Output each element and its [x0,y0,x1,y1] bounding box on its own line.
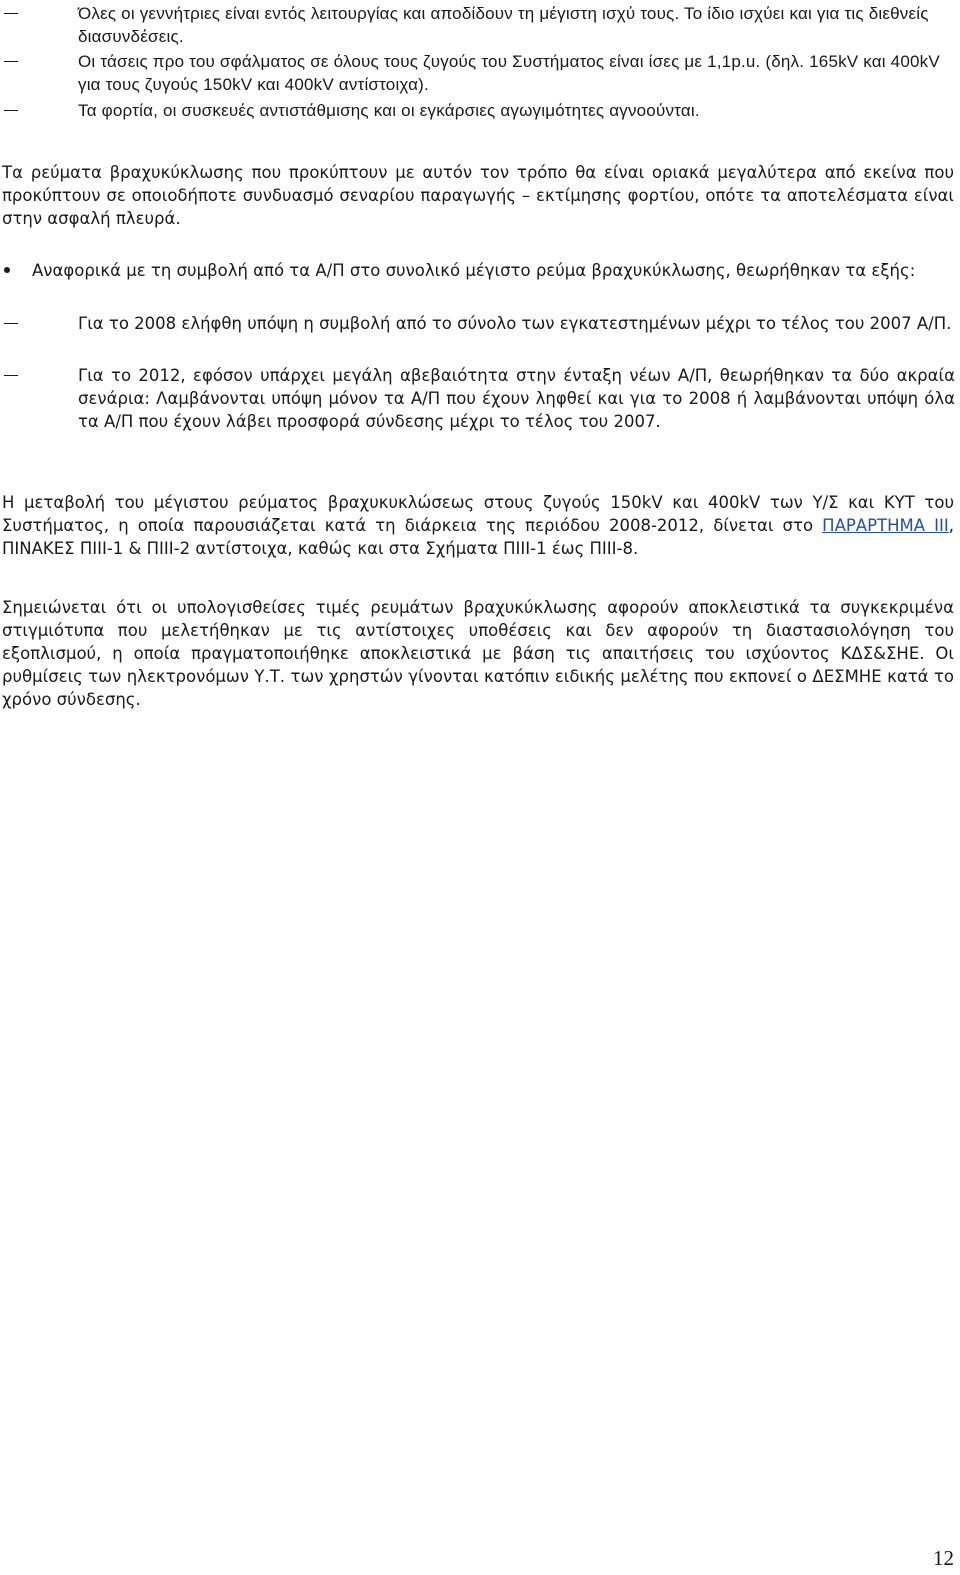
paragraph-text: , ΠΙΝΑΚΕΣ ΠΙΙΙ-1 & ΠΙΙΙ-2 αντίστοιχα, καθώς και στα Σχήματα ΠΙΙΙ-1 έως ΠΙΙΙ-8. [2,516,954,558]
list-item-text: Οι τάσεις προ του σφάλματος σε όλους τους ζυγούς του Συστήματος είναι ίσες με 1,1p.u. (δηλ. 165kV και 400kV για τους ζυγούς 150kV και 400kV αντίστοιχα). [78,52,940,94]
dash-marker [4,110,18,111]
paragraph-short-circuit-results: Τα ρεύματα βραχυκύκλωσης που προκύπτουν με αυτόν τον τρόπο θα είναι οριακά μεγαλύτερα από εκείνα που προκύπτουν σε οποιοδήποτε συνδυασμό σεναρίου παραγωγής – εκτίμησης φορτίου, οπότε τα αποτελέσματα είναι στην ασφαλή πλευρά. [2,163,954,228]
page-number: 12 [933,1546,954,1570]
dash-marker [4,323,18,324]
list-item [0,312,955,335]
bullet-item-text: Αναφορικά με τη συμβολή από τα Α/Π στο συνολικό μέγιστο ρεύμα βραχυκύκλωσης, θεωρήθηκαν τα εξής: [32,261,916,280]
list-item [0,99,955,122]
list-item-text: Για το 2012, εφόσον υπάρχει μεγάλη αβεβαιότητα στην ένταξη νέων Α/Π, θεωρήθηκαν τα δύο ακραία σενάρια: Λαμβάνονται υπόψη μόνον τα Α/Π που έχουν ληφθεί και για το 2008 ή λαμβάνονται υπόψη όλα τα Α/Π που έχουν λάβει προσφορά σύνδεσης μέχρι το τέλος του 2007. [78,366,955,431]
paragraph-short-circuit-variation [2,491,954,560]
bullet-item [0,259,955,282]
dash-marker [4,13,18,14]
list-item [0,2,955,48]
list-item-text: Όλες οι γεννήτριες είναι εντός λειτουργίας και αποδίδουν τη μέγιστη ισχύ τους. Το ίδιο ισχύει και για τις διεθνείς διασυνδέσεις. [78,4,929,46]
list-item-text: Για το 2008 ελήφθη υπόψη η συμβολή από το σύνολο των εγκατεστημένων μέχρι το τέλος του 2007 Α/Π. [78,314,952,333]
paragraph-note: Σημειώνεται ότι οι υπολογισθείσες τιμές ρευμάτων βραχυκύκλωσης αφορούν αποκλειστικά τα συγκεκριμένα στιγμιότυπα που μελετήθηκαν με τις αντίστοιχες υποθέσεις και δεν αφορούν τη διαστασιολόγηση του εξοπλισμού, η οποία πραγματοποιήθηκε αποκλειστικά με βάση τις απαιτήσεις του ισχύοντος ΚΔΣ&ΣΗΕ. Οι ρυθμίσεις των ηλεκτρονόμων Υ.Τ. των χρηστών γίνονται κατόπιν ειδικής μελέτης που εκπονεί ο ΔΕΣΜΗΕ κατά το χρόνο σύνδεσης. [2,598,954,709]
list-item [0,50,955,96]
list-item-text: Τα φορτία, οι συσκευές αντιστάθμισης και οι εγκάρσιες αγωγιμότητες αγνοούνται. [78,101,700,120]
paragraph-text: Η μεταβολή του μέγιστου ρεύματος βραχυκυκλώσεως στους ζυγούς 150kV και 400kV των Υ/Σ και ΚΥΤ του Συστήματος, η οποία παρουσιάζεται κατά τη διάρκεια της περιόδου 2008-2012, δίνεται στο [2,493,954,535]
dash-marker [4,61,18,62]
list-item [0,364,955,433]
dash-marker [4,375,18,376]
bullet-marker [4,267,10,273]
appendix-link[interactable]: ΠΑΡΑΡΤΗΜΑ ΙΙΙ [822,516,949,535]
